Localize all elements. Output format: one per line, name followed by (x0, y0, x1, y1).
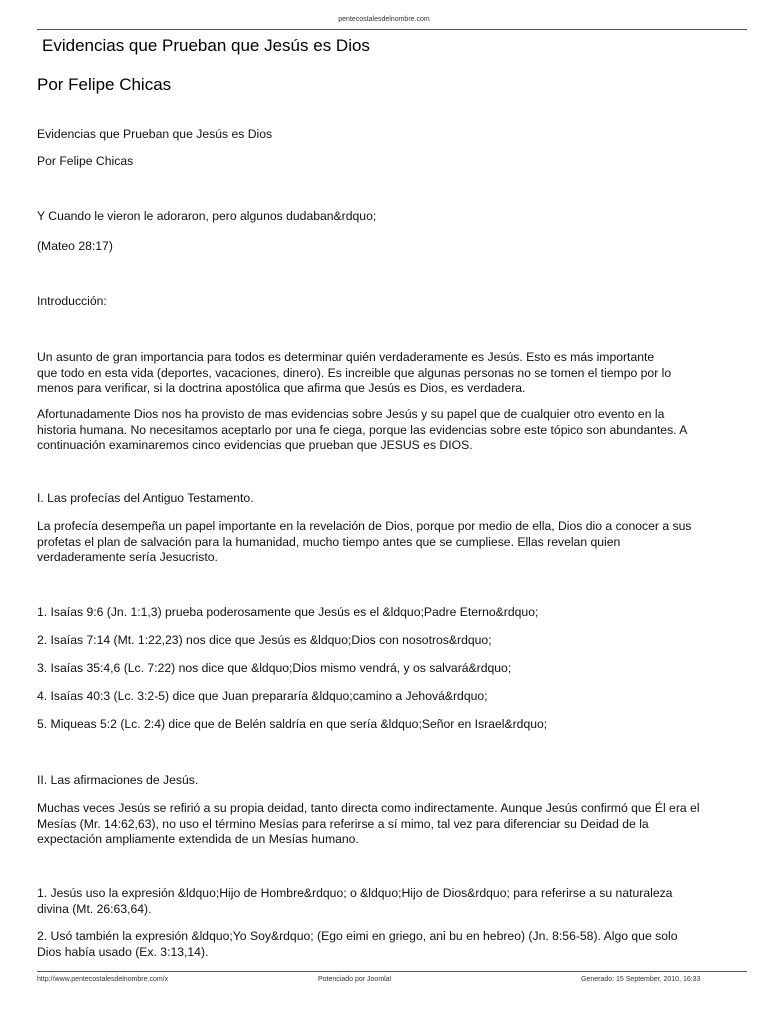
prophecy-item-5: 5. Miqueas 5:2 (Lc. 2:4) dice que de Belén saldría en que sería &ldquo;Señor en Israel&rdquo; (37, 717, 548, 731)
paragraph-line: historia humana. No necesitamos aceptarlo por una fe ciega, porque las evidencias sobre este tópico son abundantes. A (37, 422, 688, 437)
intro-heading: Introducción: (37, 294, 107, 308)
paragraph-line: que todo en esta vida (deportes, vacaciones, dinero). Es increible que algunas personas no se tomen el tiempo por lo (37, 365, 672, 380)
article-author: Por Felipe Chicas (37, 154, 134, 168)
footer-powered-by: Potenciado por Joomla! (318, 976, 392, 983)
article-subtitle: Evidencias que Prueban que Jesús es Dios (37, 127, 273, 141)
prophecy-item-1: 1. Isaías 9:6 (Jn. 1:1,3) prueba poderosamente que Jesús es el &ldquo;Padre Eterno&rdquo; (37, 605, 539, 619)
paragraph-line: Dios había usado (Ex. 3:13,14). (37, 944, 209, 959)
paragraph-line: Muchas veces Jesús se refirió a su propia deidad, tanto directa como indirectamente. Aunque Jesús confirmó que Él era el (37, 801, 700, 815)
paragraph-line: La profecía desempeña un papel importante en la revelación de Dios, porque por medio de ella, Dios dio a conocer a sus (37, 519, 692, 533)
paragraph-line: Afortunadamente Dios nos ha provisto de mas evidencias sobre Jesús y su papel que de cualquier otro evento en la (37, 407, 665, 421)
section2-heading: II. Las afirmaciones de Jesús. (37, 773, 199, 787)
quote-text: Y Cuando le vieron le adoraron, pero algunos dudaban&rdquo; (37, 209, 377, 223)
paragraph-line: expectación ampliamente extendida de un Mesías humano. (37, 832, 359, 847)
paragraph-line: Un asunto de gran importancia para todos es determinar quién verdaderamente es Jesús. Esto es más importante (37, 350, 655, 364)
paragraph-line: 2. Usó también la expresión &ldquo;Yo Soy&rdquo; (Ego eimi en griego, ani bu en hebreo) (Jn. 8:56-58). Algo que solo (37, 929, 678, 943)
page-title: Evidencias que Prueban que Jesús es Dios (42, 36, 370, 55)
paragraph-line: Mesías (Mr. 14:62,63), no uso el término Mesías para referirse a sí mimo, tal vez para diferenciar su Deidad de la (37, 816, 649, 831)
paragraph-line: divina (Mt. 26:63,64). (37, 901, 152, 916)
claim-item-1 (37, 886, 745, 917)
prophecy-item-4: 4. Isaías 40:3 (Lc. 3:2-5) dice que Juan prepararía &ldquo;camino a Jehová&rdquo; (37, 689, 488, 703)
intro-paragraph-1 (37, 350, 745, 397)
prophecy-item-2: 2. Isaías 7:14 (Mt. 1:22,23) nos dice que Jesús es &ldquo;Dios con nosotros&rdquo; (37, 633, 492, 647)
section1-heading: I. Las profecías del Antiguo Testamento. (37, 491, 254, 505)
paragraph-line: 1. Jesús uso la expresión &ldquo;Hijo de Hombre&rdquo; o &ldquo;Hijo de Dios&rdquo; para referirse a su naturaleza (37, 886, 673, 900)
header-divider (37, 29, 747, 30)
paragraph-line: continuación examinaremos cinco evidencias que prueban que JESUS es DIOS. (37, 438, 473, 453)
footer-divider (37, 971, 747, 972)
footer-generated-date: Generado: 15 September, 2010, 16:33 (581, 976, 701, 983)
section2-paragraph (37, 801, 745, 848)
paragraph-line: profetas el plan de salvación para la humanidad, mucho tiempo antes que se cumpliese. Ellas revelan quien (37, 534, 621, 549)
paragraph-line: verdaderamente sería Jesucristo. (37, 550, 218, 565)
page-author: Por Felipe Chicas (37, 75, 172, 94)
prophecy-item-3: 3. Isaías 35:4,6 (Lc. 7:22) nos dice que &ldquo;Dios mismo vendrá, y os salvará&rdquo; (37, 661, 512, 675)
footer-url[interactable]: http://www.pentecostalesdelnombre.com/x (37, 976, 169, 983)
paragraph-line: menos para verificar, si la doctrina apostólica que afirma que Jesús es Dios, es verdadera. (37, 381, 526, 396)
quote-reference: (Mateo 28:17) (37, 239, 113, 253)
claim-item-2 (37, 929, 745, 960)
section1-paragraph (37, 519, 745, 566)
intro-paragraph-2 (37, 407, 745, 454)
site-header: pentecostalesdelnombre.com (338, 16, 430, 23)
